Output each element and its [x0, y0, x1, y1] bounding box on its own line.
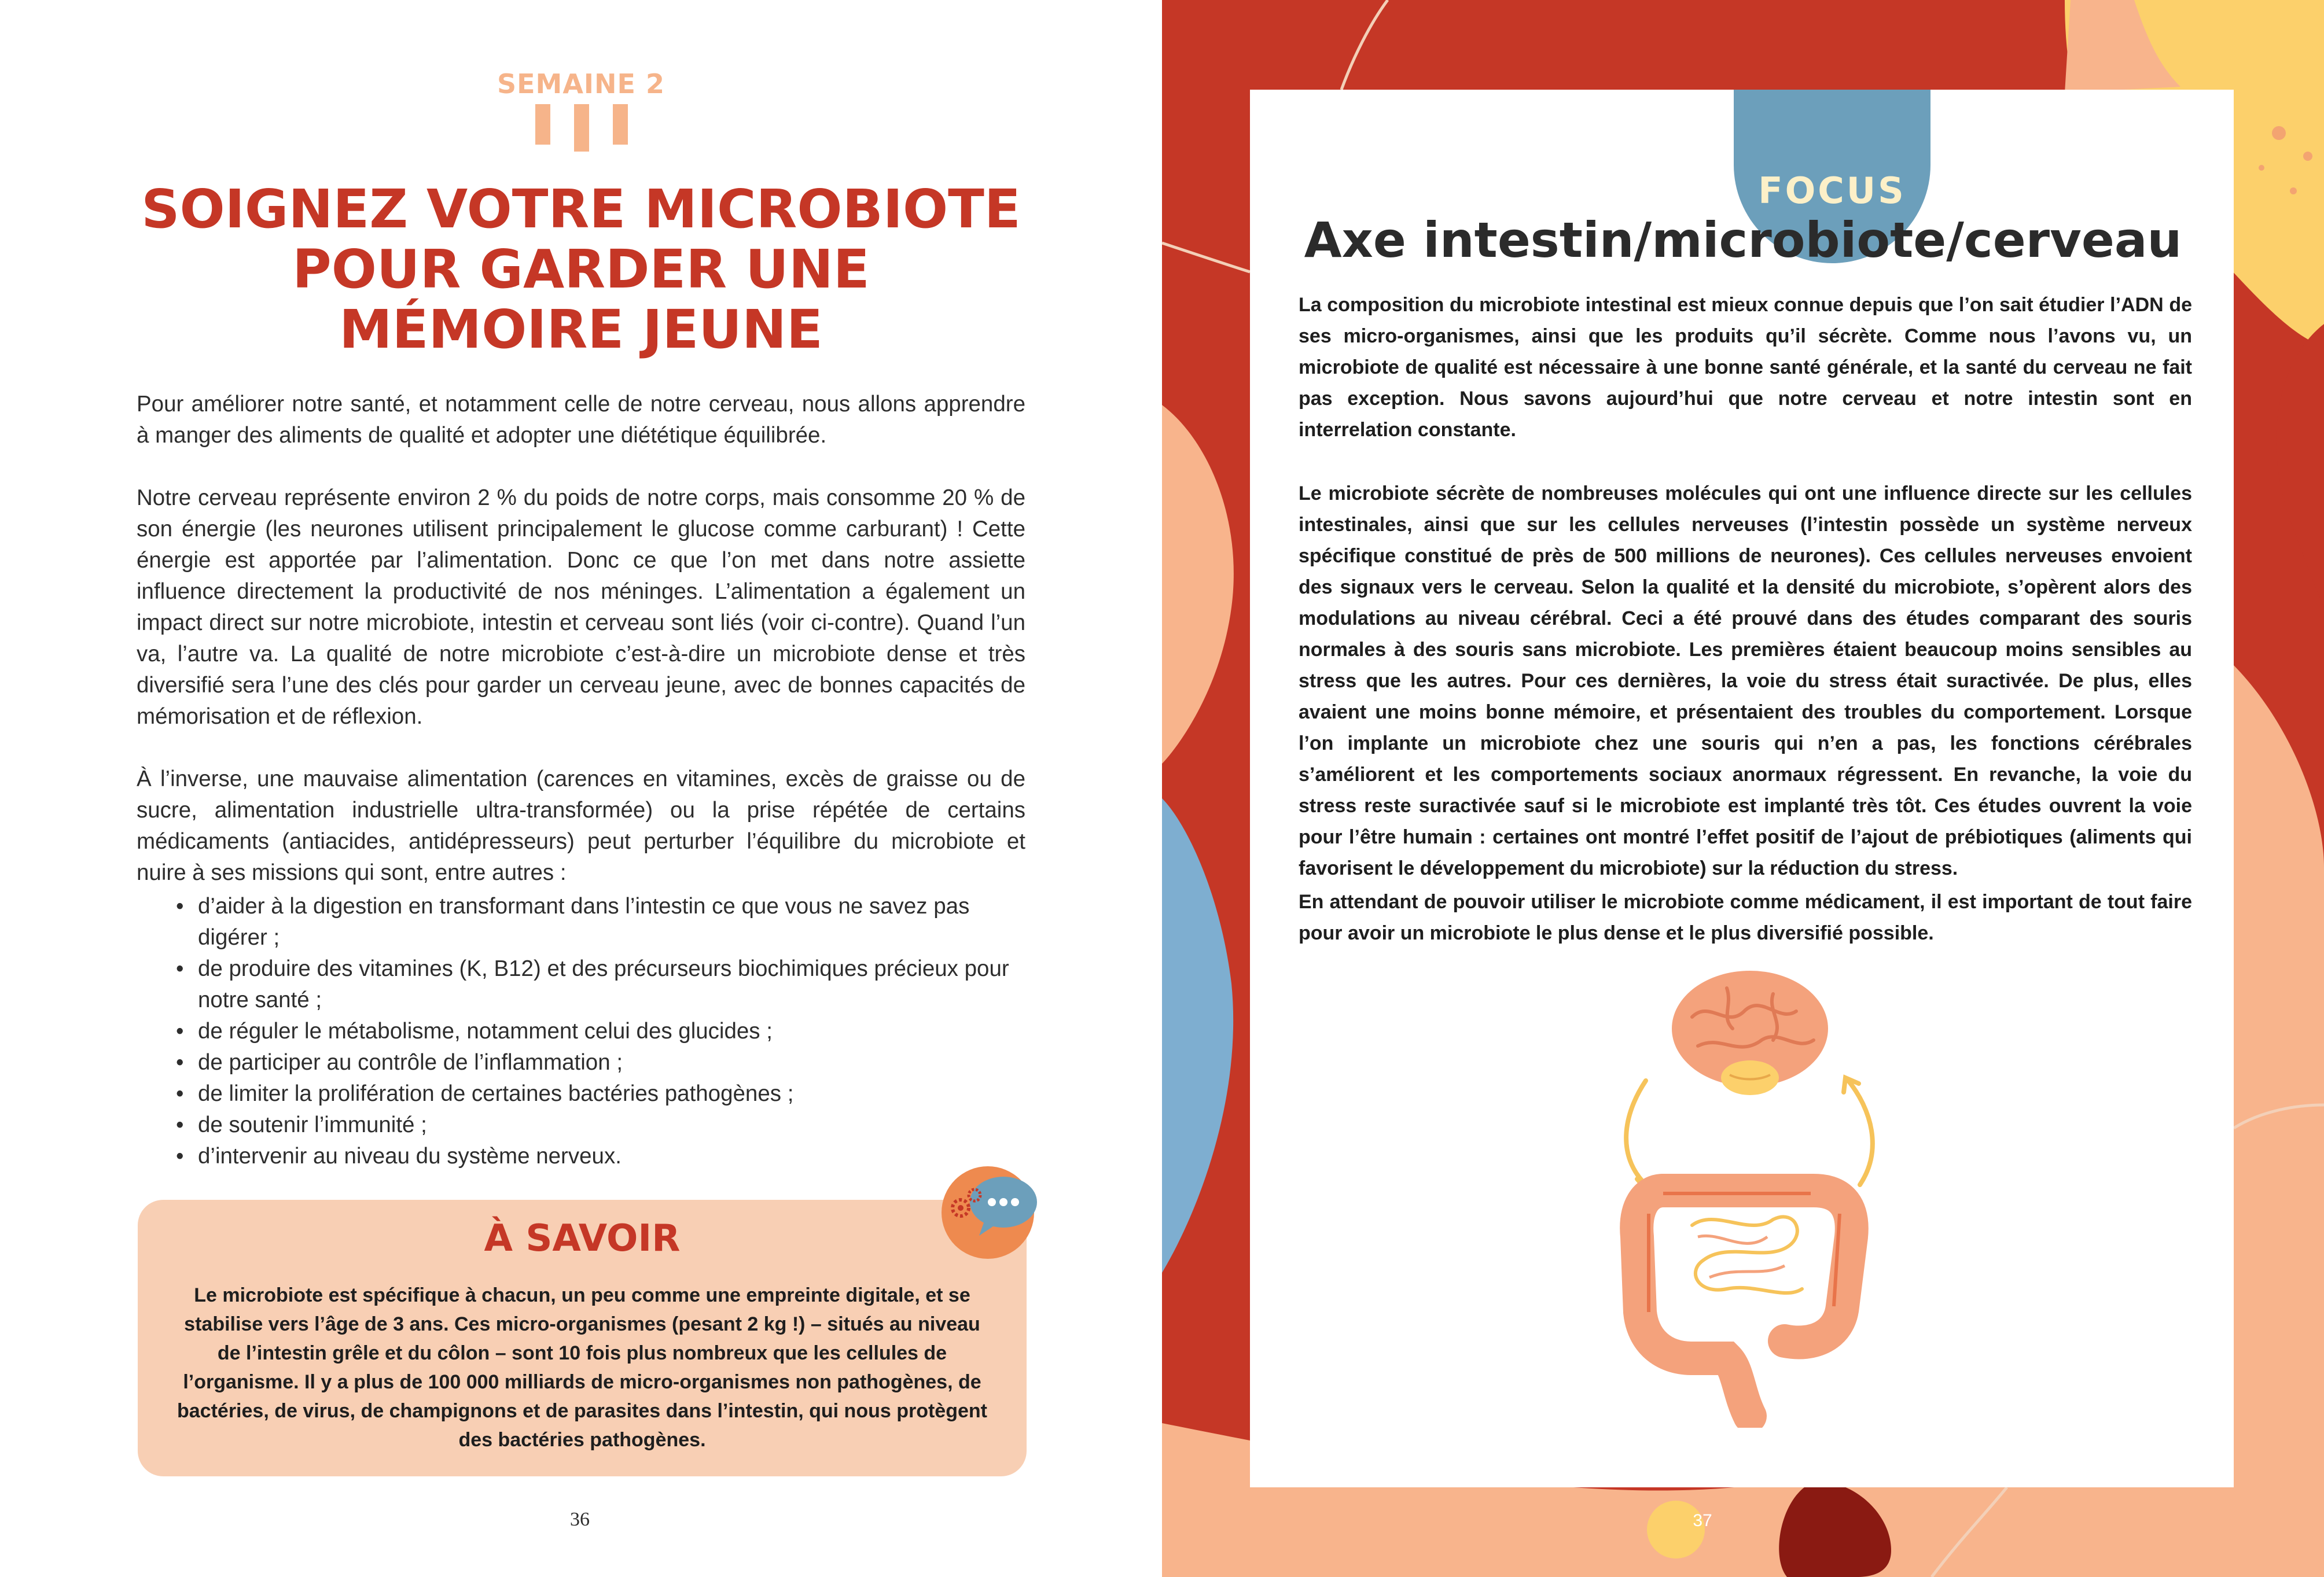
missions-list: [176, 891, 1032, 1172]
body-paragraph: Notre cerveau représente environ 2 % du poids de notre corps, mais consomme 20 % de son énergie (les neurones utilisent principalement le glucose comme carburant) ! Cette énergie est apportée par l’alimentation. Donc ce que l’on met dans notre assiette influence directement la productivité de nos méninges. L’alimentation a également un impact direct sur notre microbiote, intestin et cerveau sont liés (voir ci-contre). Quand l’un va, l’autre va. La qualité de notre microbiote c’est-à-dire un microbiote dense et très diversifié sera l’une des clés pour garder un cerveau jeune, avec de bonnes capacités de mémorisation et de réflexion.: [137, 485, 1025, 729]
gut-brain-illustration: [1611, 965, 1900, 1428]
right-page: [1162, 0, 2324, 1577]
list-item: • d’intervenir au niveau du système nerveux.: [176, 1141, 1032, 1172]
speech-bubble-gears-icon: [939, 1155, 1049, 1265]
focus-paragraph: La composition du microbiote intestinal est mieux connue depuis que l’on sait étudier l’ADN de ses micro-organismes, ainsi que les produits qu’il sécrète. Comme nous l’avons vu, un microbiote de qualité est nécessaire à une bonne santé générale, et la santé du cerveau ne fait pas exception. Nous savons aujourd’hui que notre cerveau et notre intestin sont en interrelation constante.: [1299, 294, 2192, 441]
chapter-title-line: SOIGNEZ VOTRE MICROBIOTE: [141, 178, 1021, 240]
a-savoir-box: [138, 1200, 1027, 1476]
a-savoir-text: Le microbiote est spécifique à chacun, un peu comme une empreinte digitale, et se stabilise vers l’âge de 3 ans. Ces micro-organismes (pesant 2 kg !) – situés au niveau de l’intestin grêle et du côlon – sont 10 fois plus nombreux que les cellules de l’organisme. Il y a plus de 100 000 milliards de micro-organismes non pathogènes, de bactéries, de virus, de champignons et de parasites dans l’intestin, qui nous protègent des bactéries pathogènes.: [177, 1284, 987, 1451]
intro-paragraph: Pour améliorer notre santé, et notamment celle de notre cerveau, nous allons apprendre à manger des aliments de qualité et adopter une diététique équilibrée.: [137, 392, 1025, 448]
body-paragraph: À l’inverse, une mauvaise alimentation (carences en vitamines, excès de graisse ou de sucre, alimentation industrielle ultra-transformée) ou la prise répétée de certains médicaments (antiacides, antidépresseurs) peut perturber l’équilibre du microbiote et nuire à ses missions qui sont, entre autres :: [137, 767, 1025, 885]
list-item: • d’aider à la digestion en transformant dans l’intestin ce que vous ne savez pas digérer ;: [176, 891, 1032, 953]
intestine-icon: [1637, 1191, 1852, 1416]
focus-paragraph: En attendant de pouvoir utiliser le microbiote comme médicament, il est important de tout faire pour avoir un microbiote le plus dense et le plus diversifié possible.: [1299, 891, 2192, 944]
chapter-title: [116, 179, 1046, 360]
page-number: 37: [1693, 1511, 1712, 1530]
chapter-title-line: POUR GARDER UNE: [292, 238, 870, 300]
page-number: 36: [570, 1509, 590, 1530]
a-savoir-title: À SAVOIR: [484, 1217, 681, 1260]
tally-marks-icon: [535, 104, 628, 152]
focus-label: FOCUS: [1758, 170, 1906, 212]
week-label: SEMAINE 2: [497, 68, 665, 100]
list-item: • de limiter la prolifération de certaines bactéries pathogènes ;: [176, 1078, 1032, 1110]
focus-title: Axe intestin/microbiote/cerveau: [1304, 212, 2182, 268]
list-item: • de réguler le métabolisme, notamment celui des glucides ;: [176, 1016, 1032, 1047]
list-item: • de produire des vitamines (K, B12) et des précurseurs biochimiques précieux pour notre santé ;: [176, 953, 1032, 1016]
list-item: • de soutenir l’immunité ;: [176, 1110, 1032, 1141]
focus-paragraph: Le microbiote sécrète de nombreuses molécules qui ont une influence directe sur les cellules intestinales, ainsi que sur les cellules nerveuses (l’intestin possède un système nerveux spécifique constitué de près de 500 millions de neurones). Ces cellules nerveuses envoient des signaux vers le cerveau. Selon la qualité et la densité du microbiote, s’opèrent alors des modulations au niveau cérébral. Ceci a été prouvé dans des études comparant des souris normales à des souris sans microbiote. Les premières étaient beaucoup moins sensibles au stress que les autres. Pour ces dernières, la voie du stress était suractivée. De plus, elles avaient une moins bonne mémoire, et présentaient des troubles du comportement. Lorsque l’on implante un microbiote chez une souris qui n’en a pas, les fonctions cérébrales s’améliorent et les comportements sociaux anormaux régressent. En revanche, la voie du stress reste suractivée sauf si le microbiote est implanté très tôt. Ces études ouvrent la voie pour l’être humain : certaines ont montré l’effet positif de l’ajout de prébiotiques (aliments qui favorisent le développement du microbiote) sur la réduction du stress.: [1299, 482, 2192, 879]
chapter-title-line: MÉMOIRE JEUNE: [339, 299, 823, 360]
list-item: • de participer au contrôle de l’inflammation ;: [176, 1047, 1032, 1078]
brain-icon: [1672, 971, 1828, 1095]
